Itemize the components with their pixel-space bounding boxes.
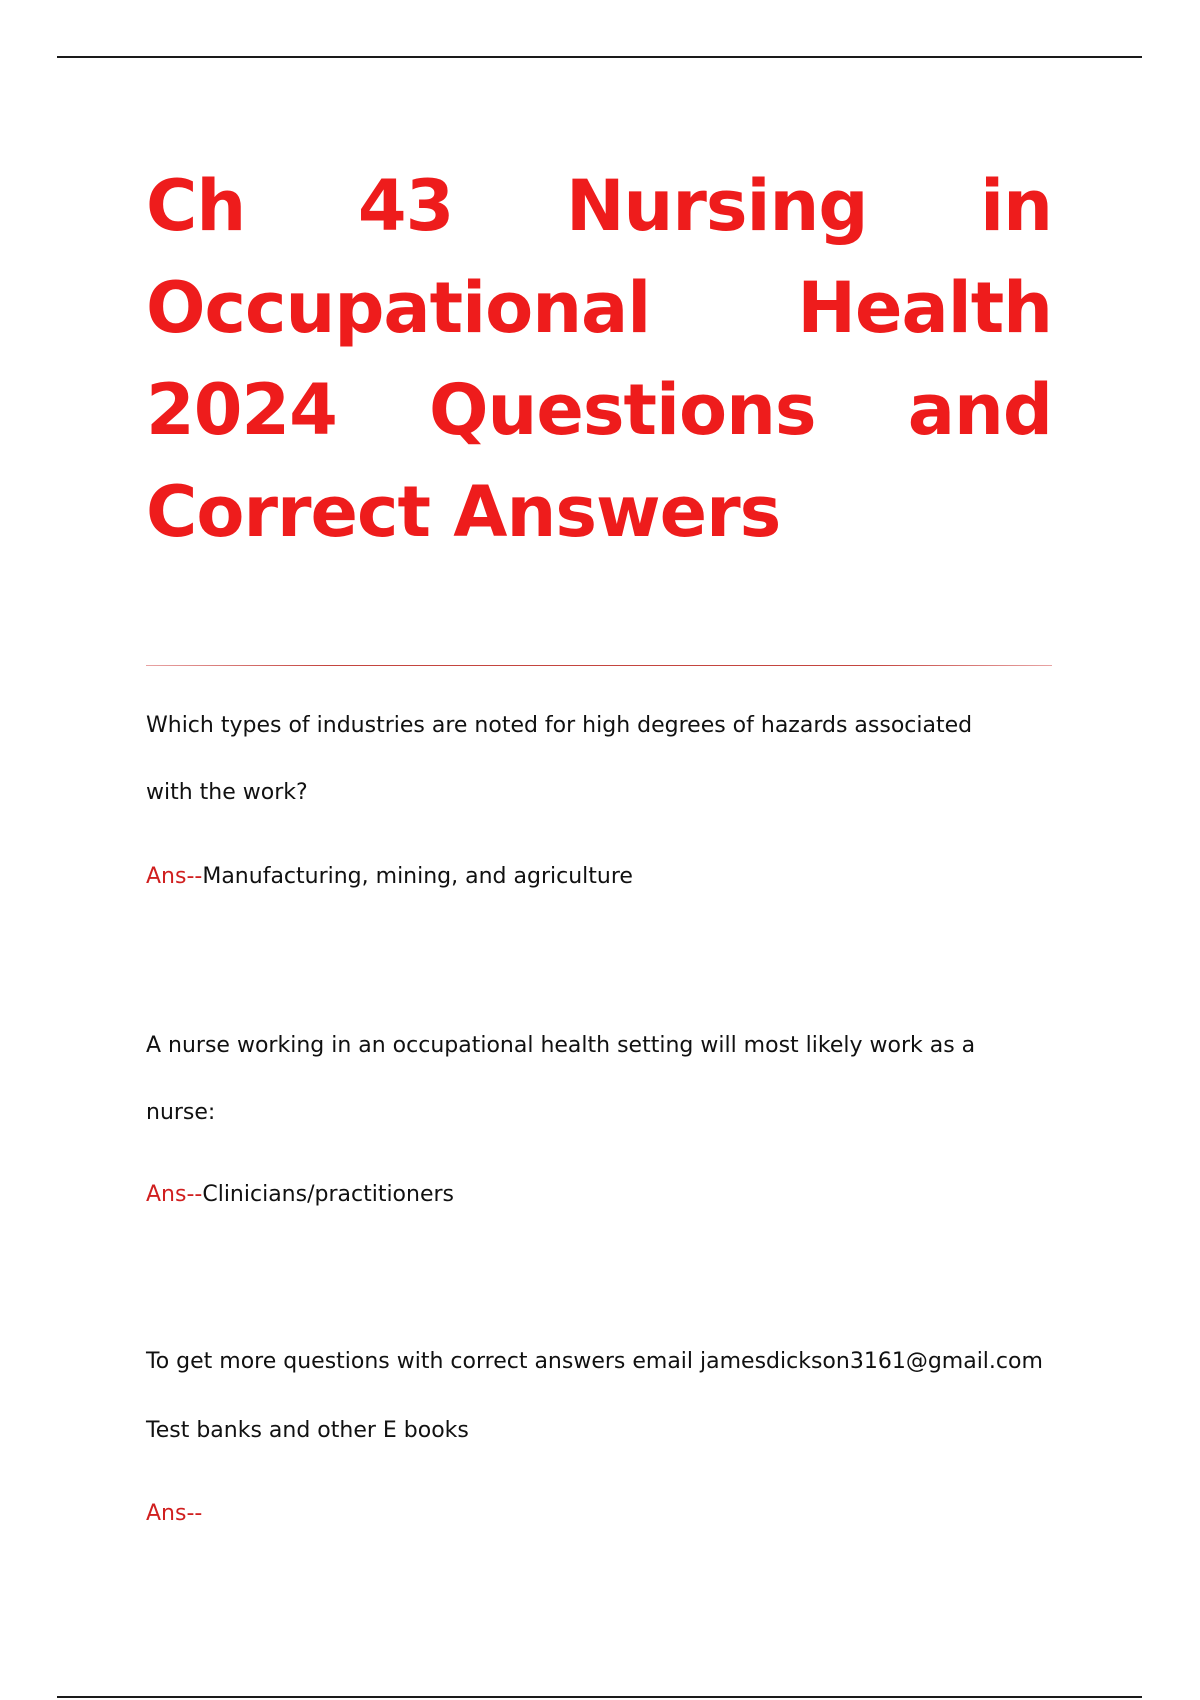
document-title: Ch 43 Nursing in Occupational Health 2024 Questions and Correct Answers [146, 165, 1052, 553]
header-rule [57, 56, 1142, 58]
answer-1-prefix: Ans-- [146, 864, 203, 889]
answer-2 [146, 1182, 454, 1207]
question-3-line-2: Test banks and other E books [146, 1418, 469, 1443]
answer-1-text: Manufacturing, mining, and agriculture [202, 864, 633, 889]
question-1-line-2: with the work? [146, 780, 308, 805]
title-divider [146, 665, 1052, 666]
question-1-line-1: Which types of industries are noted for high degrees of hazards associated [146, 713, 973, 738]
question-2-line-1: A nurse working in an occupational health setting will most likely work as a [146, 1033, 976, 1058]
answer-3-prefix: Ans-- [146, 1501, 203, 1526]
question-3-line-1: To get more questions with correct answers email jamesdickson3161@gmail.com [146, 1349, 1043, 1374]
answer-2-text: Clinicians/practitioners [202, 1182, 455, 1207]
answer-2-prefix: Ans-- [146, 1182, 203, 1207]
answer-1 [146, 864, 633, 889]
footer-rule [57, 1696, 1142, 1698]
answer-3 [146, 1501, 202, 1526]
question-2-line-2: nurse: [146, 1100, 216, 1125]
